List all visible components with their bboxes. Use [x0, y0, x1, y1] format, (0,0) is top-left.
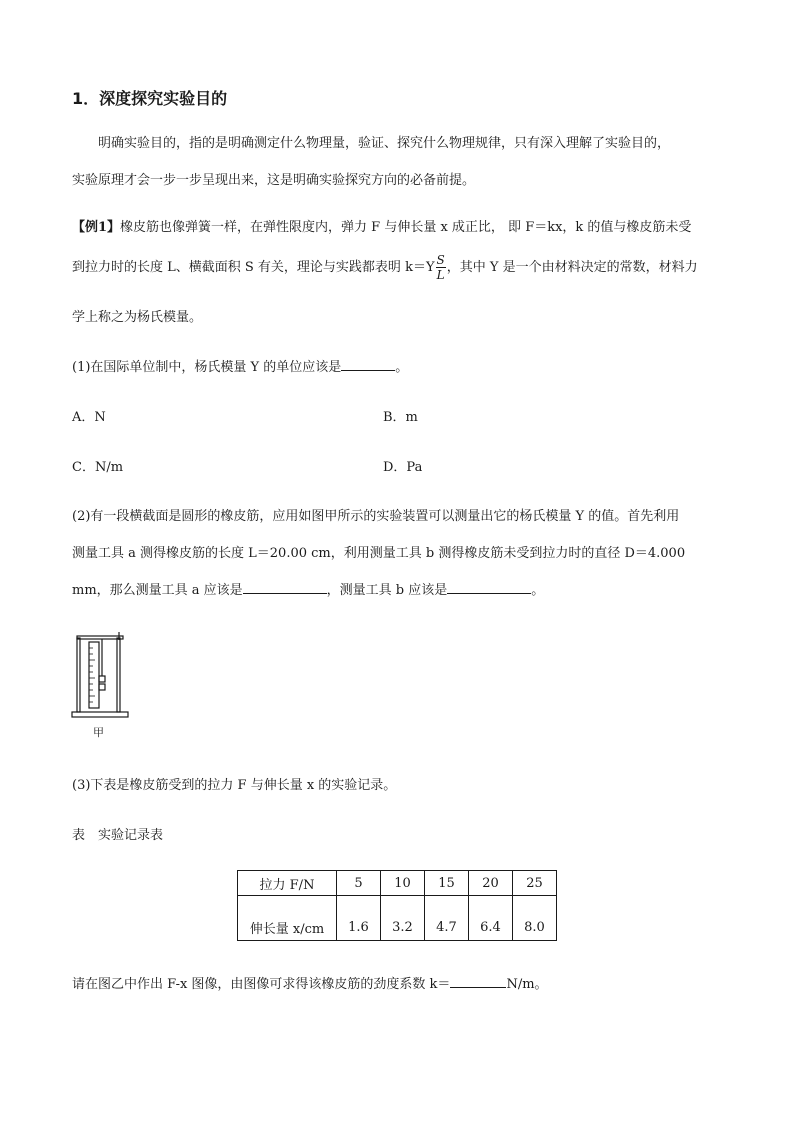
table-header-extension: 伸长量 x/cm	[238, 896, 337, 941]
experiment-record-table	[237, 870, 557, 941]
answer-blank-tool-a[interactable]	[243, 581, 327, 594]
table-row-extension	[238, 896, 557, 941]
apparatus-figure	[70, 628, 134, 720]
answer-blank-tool-b[interactable]	[447, 581, 531, 594]
option-d[interactable]: D．Pa	[383, 460, 423, 475]
example-line-3: 学上称之为杨氏模量。	[72, 310, 203, 325]
table-cell: 3.2	[381, 896, 425, 941]
table-cell: 5	[337, 871, 381, 896]
apparatus-left-post	[77, 638, 80, 712]
table-cell: 8.0	[513, 896, 557, 941]
apparatus-base	[72, 712, 128, 717]
table-cell: 6.4	[469, 896, 513, 941]
apparatus-crossbar	[77, 636, 123, 639]
answer-blank-1[interactable]	[341, 358, 395, 371]
question-3-final: 请在图乙中作出 F-x 图像，由图像可求得该橡皮筋的劲度系数 k＝ N/m。	[72, 977, 548, 992]
table-cell: 4.7	[425, 896, 469, 941]
youngs-formula-fraction: $\frac{S}{L}$	[436, 253, 445, 282]
apparatus-ruler	[89, 642, 99, 708]
apparatus-weight-2	[99, 684, 105, 690]
answer-blank-k[interactable]	[450, 975, 506, 988]
intro-line-1: 明确实验目的，指的是明确测定什么物理量，验证、探究什么物理规律，只有深入理解了实验目的，	[98, 136, 671, 151]
apparatus-right-post	[117, 638, 120, 712]
question-2-line-3: mm，那么测量工具 a 应该是 ，测量工具 b 应该是 。	[72, 583, 545, 598]
table-cell: 20	[469, 871, 513, 896]
section-heading: 1．深度探究实验目的	[72, 89, 228, 108]
example-tag: 【例1】	[72, 220, 121, 235]
table-cell: 10	[381, 871, 425, 896]
example-text-1: 橡皮筋也像弹簧一样，在弹性限度内，弹力 F 与伸长量 x 成正比， 即 F＝kx，k 的值与橡皮筋未受	[120, 220, 692, 235]
table-header-force: 拉力 F/N	[238, 871, 337, 896]
figure-caption-jia: 甲	[93, 726, 104, 739]
question-1: (1)在国际单位制中，杨氏模量 Y 的单位应该是 。	[72, 360, 409, 375]
example-text-2a: 到拉力时的长度 L、横截面积 S 有关，理论与实践都表明 k＝Y	[72, 260, 435, 275]
example-line-1	[72, 216, 691, 235]
question-3: (3)下表是橡皮筋受到的拉力 F 与伸长量 x 的实验记录。	[72, 778, 397, 793]
intro-line-2: 实验原理才会一步一步呈现出来，这是明确实验探究方向的必备前提。	[72, 173, 476, 188]
table-cell: 15	[425, 871, 469, 896]
table-row-force	[238, 871, 557, 896]
apparatus-ruler-ticks	[89, 648, 95, 702]
option-b[interactable]: B．m	[383, 410, 418, 425]
table-title: 表 实验记录表	[72, 828, 164, 843]
example-line-2	[72, 254, 698, 281]
table-cell: 1.6	[337, 896, 381, 941]
example-text-2b: ，其中 Y 是一个由材料决定的常数，材料力	[446, 260, 698, 275]
option-a[interactable]: A．N	[72, 410, 106, 425]
table-cell: 25	[513, 871, 557, 896]
question-2-line-1: (2)有一段横截面是圆形的橡皮筋，应用如图甲所示的实验装置可以测量出它的杨氏模量 Y 的值。首先利用	[72, 509, 680, 524]
option-c[interactable]: C．N/m	[72, 460, 124, 475]
apparatus-weight-1	[99, 676, 105, 682]
question-2-line-2: 测量工具 a 测得橡皮筋的长度 L＝20.00 cm，利用测量工具 b 测得橡皮筋未受到拉力时的直径 D＝4.000	[72, 546, 686, 561]
